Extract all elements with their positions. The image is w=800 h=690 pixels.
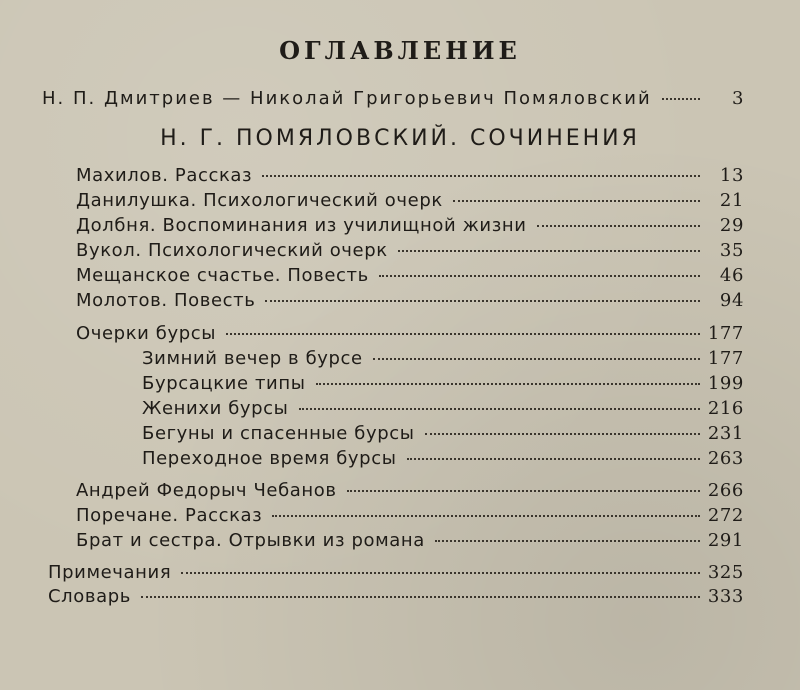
toc-entry-title: Бегуны и спасенные бурсы [142, 423, 415, 444]
leader-dots [537, 225, 700, 227]
toc-entry-page: 3 [731, 88, 744, 109]
toc-entry-glossary[interactable] [48, 586, 744, 608]
toc-entry[interactable] [76, 165, 744, 187]
toc-subentry[interactable] [142, 348, 744, 370]
toc-entry-intro[interactable] [42, 88, 744, 110]
toc-entry[interactable] [76, 290, 744, 312]
leader-dots [379, 275, 700, 277]
leader-dots [347, 490, 700, 492]
toc-entry[interactable] [76, 505, 744, 527]
leader-dots [181, 572, 700, 574]
leader-dots [425, 433, 700, 435]
leader-dots [453, 200, 700, 202]
toc-entry-notes[interactable] [48, 562, 744, 584]
toc-entry-title: Женихи бурсы [142, 398, 289, 419]
toc-entry-title: Словарь [48, 586, 131, 607]
toc-entry-title: Поречане. Рассказ [76, 505, 263, 526]
toc-entry[interactable] [76, 480, 744, 502]
toc-entry-page: 29 [719, 215, 744, 236]
toc-entry-page: 325 [707, 562, 744, 583]
toc-entry-page: 216 [707, 398, 744, 419]
leader-dots [662, 98, 700, 100]
toc-entry-title: Переходное время бурсы [142, 448, 397, 469]
toc-entry[interactable] [76, 190, 744, 212]
toc-entry-title: Данилушка. Психологический очерк [76, 190, 443, 211]
leader-dots [262, 175, 700, 177]
leader-dots [272, 515, 699, 517]
toc-subentry[interactable] [142, 373, 744, 395]
toc-entry-title: Брат и сестра. Отрывки из романа [76, 530, 425, 551]
toc-entry-page: 263 [707, 448, 744, 469]
toc-entry-page: 199 [707, 373, 744, 394]
toc-subentry[interactable] [142, 423, 744, 445]
toc-entry-bursa[interactable] [76, 323, 744, 345]
toc-entry[interactable] [76, 240, 744, 262]
toc-entry-page: 46 [719, 265, 744, 286]
toc-entry[interactable] [76, 265, 744, 287]
leader-dots [373, 358, 700, 360]
toc-entry-title: Андрей Федорыч Чебанов [76, 480, 337, 501]
toc-entry-page: 272 [707, 505, 744, 526]
toc-entry-page: 13 [719, 165, 744, 186]
toc-entry-title: Вукол. Психологический очерк [76, 240, 388, 261]
toc-entry-title: Долбня. Воспоминания из училищной жизни [76, 215, 527, 236]
contents-heading: ОГЛАВЛЕНИЕ [279, 36, 521, 65]
toc-entry-title: Зимний вечер в бурсе [142, 348, 363, 369]
toc-entry-page: 94 [719, 290, 744, 311]
toc-entry-page: 21 [719, 190, 744, 211]
toc-entry-title: Очерки бурсы [76, 323, 217, 344]
toc-entry-page: 266 [707, 480, 744, 501]
toc-entry-page: 177 [707, 323, 744, 344]
toc-entry-title: Махилов. Рассказ [76, 165, 253, 186]
toc-subentry[interactable] [142, 398, 744, 420]
toc-entry-page: 333 [707, 586, 744, 607]
toc-entry[interactable] [76, 530, 744, 552]
leader-dots [435, 540, 700, 542]
toc-entry-page: 231 [707, 423, 744, 444]
toc-entry-title: Молотов. Повесть [76, 290, 256, 311]
leader-dots [141, 596, 700, 598]
leader-dots [407, 458, 700, 460]
leader-dots [316, 383, 700, 385]
toc-entry[interactable] [76, 215, 744, 237]
toc-entry-title: Мещанское счастье. Повесть [76, 265, 369, 286]
toc-entry-title: Бурсацкие типы [142, 373, 306, 394]
toc-entry-page: 35 [719, 240, 744, 261]
leader-dots [398, 250, 700, 252]
leader-dots [265, 300, 700, 302]
leader-dots [226, 333, 700, 335]
toc-entry-page: 291 [707, 530, 744, 551]
toc-subentry[interactable] [142, 448, 744, 470]
toc-entry-title: Примечания [48, 562, 172, 583]
section-title: Н. Г. ПОМЯЛОВСКИЙ. СОЧИНЕНИЯ [160, 126, 640, 151]
toc-entry-title: Н. П. Дмитриев — Николай Григорьевич Помяловский [42, 88, 652, 109]
leader-dots [299, 408, 700, 410]
toc-entry-page: 177 [707, 348, 744, 369]
